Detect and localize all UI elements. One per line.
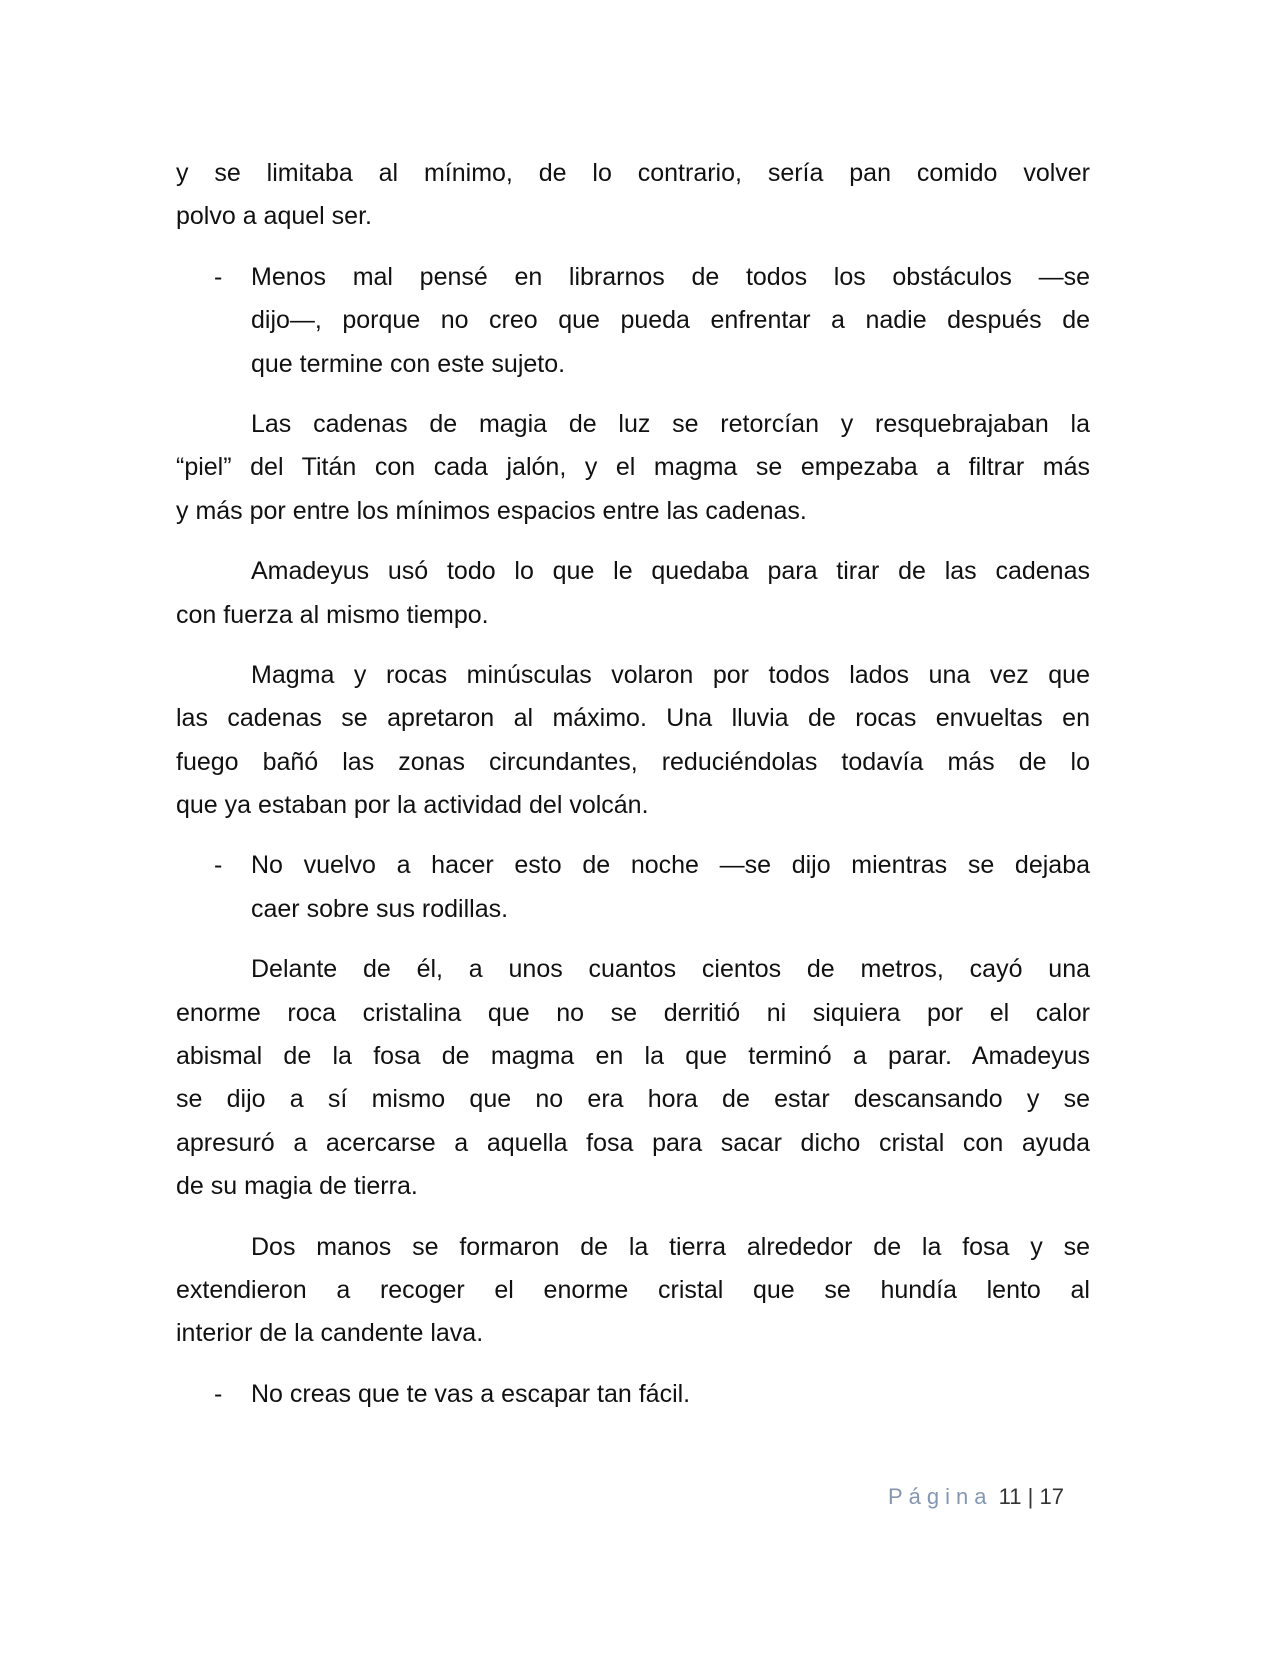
text-line: dijo—, porque no creo que pueda enfrentar a nadie después de	[251, 306, 1090, 335]
paragraph	[176, 152, 1090, 239]
text-line: Delante de él, a unos cuantos cientos de metros, cayó una	[251, 955, 1090, 984]
text-line: polvo a aquel ser.	[176, 202, 372, 231]
text-line: Las cadenas de magia de luz se retorcían y resquebrajaban la	[251, 409, 1090, 438]
paragraph	[176, 948, 1090, 1208]
text-line: que termine con este sujeto.	[251, 349, 566, 378]
dialogue-dash: -	[214, 262, 223, 291]
text-line: fuego bañó las zonas circundantes, reduciéndolas todavía más de lo	[176, 747, 1090, 776]
text-line: de su magia de tierra.	[176, 1172, 418, 1201]
page-separator: |	[1027, 1484, 1034, 1509]
page-body	[176, 152, 1090, 1433]
dialogue-paragraph	[176, 844, 1090, 931]
text-line: No creas que te vas a escapar tan fácil.	[251, 1379, 691, 1408]
paragraph	[176, 403, 1090, 533]
text-line: caer sobre sus rodillas.	[251, 894, 509, 923]
text-line: Menos mal pensé en librarnos de todos los obstáculos —se	[251, 262, 1090, 291]
text-line: Amadeyus usó todo lo que le quedaba para tirar de las cadenas	[251, 557, 1090, 586]
text-line: que ya estaban por la actividad del volcán.	[176, 791, 649, 820]
paragraph	[176, 654, 1090, 828]
text-line: con fuerza al mismo tiempo.	[176, 600, 489, 629]
text-line: se dijo a sí mismo que no era hora de estar descansando y se	[176, 1085, 1090, 1114]
text-line: Dos manos se formaron de la tierra alrededor de la fosa y se	[251, 1232, 1090, 1261]
text-line: abismal de la fosa de magma en la que terminó a parar. Amadeyus	[176, 1042, 1090, 1071]
text-line: y se limitaba al mínimo, de lo contrario, sería pan comido volver	[176, 159, 1090, 187]
dialogue-paragraph	[176, 1373, 1090, 1416]
page-footer	[888, 1484, 1064, 1510]
dialogue-paragraph	[176, 256, 1090, 386]
text-line: extendieron a recoger el enorme cristal que se hundía lento al	[176, 1275, 1090, 1304]
paragraph	[176, 1226, 1090, 1356]
page-label: Página	[888, 1484, 993, 1509]
text-line: enorme roca cristalina que no se derritió ni siquiera por el calor	[176, 998, 1090, 1027]
text-line: apresuró a acercarse a aquella fosa para sacar dicho cristal con ayuda	[176, 1128, 1090, 1157]
text-line: Magma y rocas minúsculas volaron por todos lados una vez que	[251, 660, 1090, 689]
page-total: 17	[1039, 1484, 1064, 1509]
page-number: 11	[998, 1484, 1022, 1509]
dialogue-dash: -	[214, 851, 223, 880]
paragraph	[176, 550, 1090, 637]
text-line: “piel” del Titán con cada jalón, y el magma se empezaba a filtrar más	[176, 453, 1090, 482]
text-line: y más por entre los mínimos espacios entre las cadenas.	[176, 496, 807, 525]
text-line: No vuelvo a hacer esto de noche —se dijo mientras se dejaba	[251, 851, 1090, 880]
text-line: las cadenas se apretaron al máximo. Una lluvia de rocas envueltas en	[176, 704, 1090, 733]
dialogue-dash: -	[214, 1379, 223, 1408]
text-line: interior de la candente lava.	[176, 1319, 484, 1348]
